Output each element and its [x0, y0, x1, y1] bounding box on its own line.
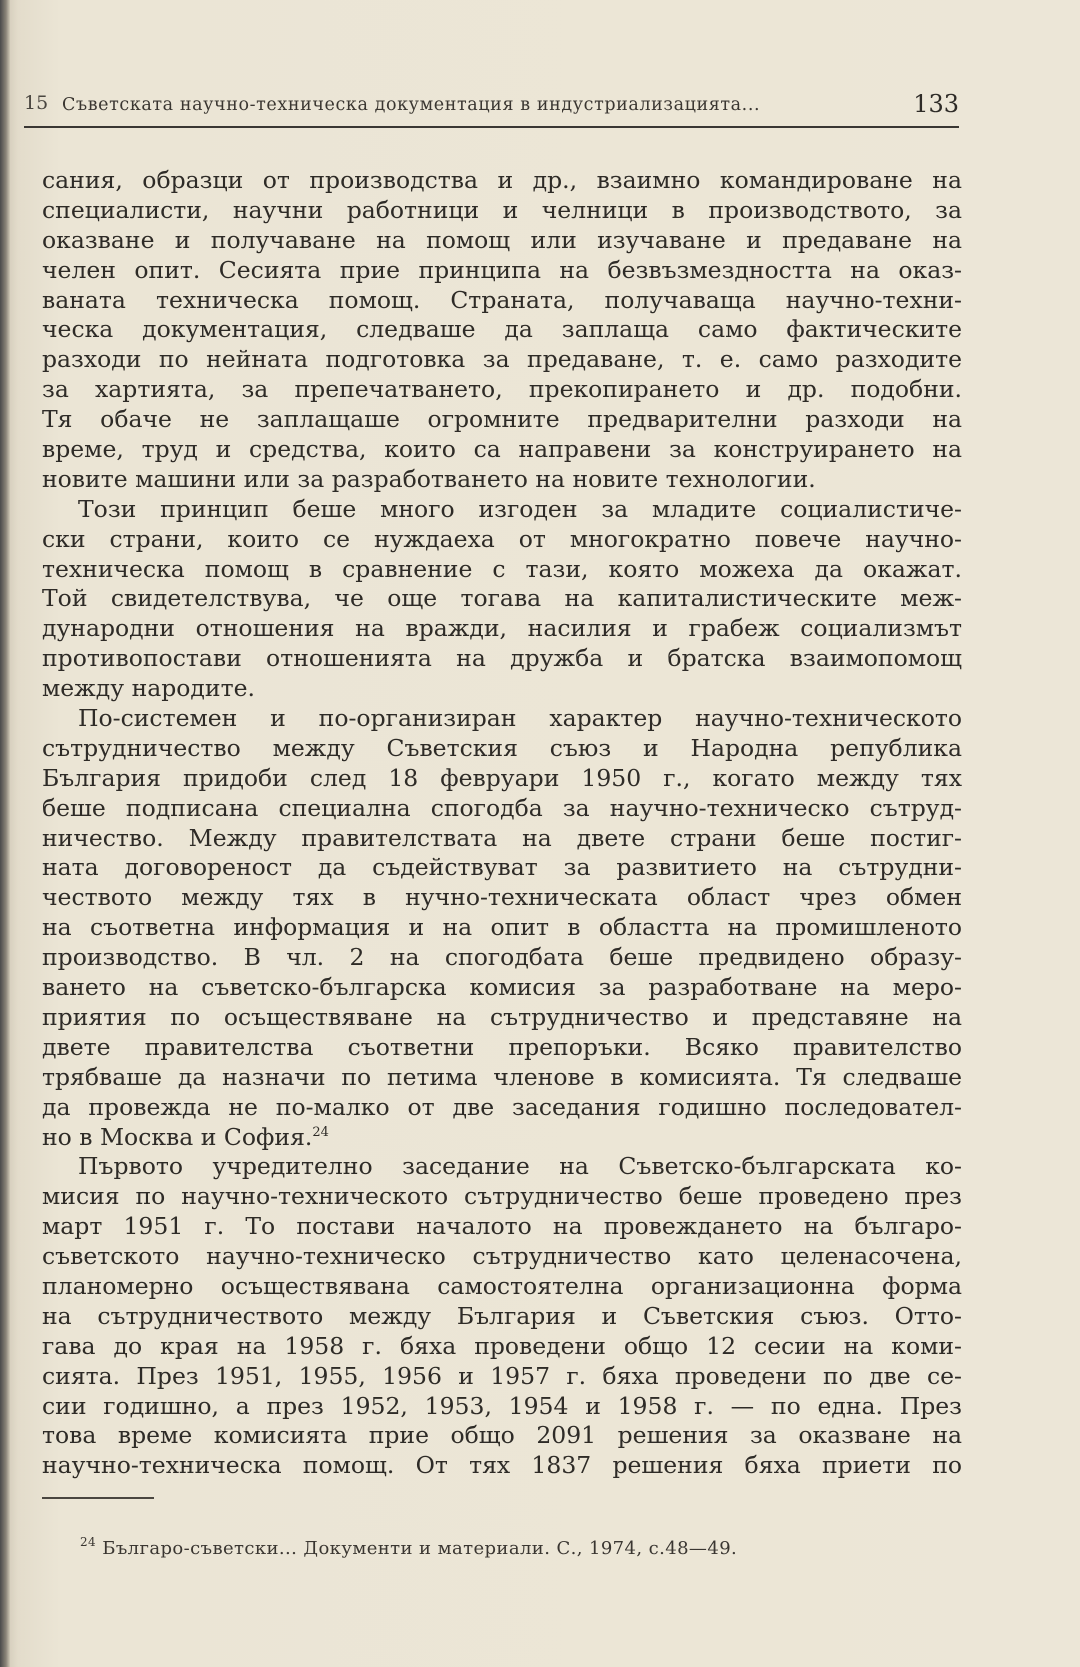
text-line-content: новите машини или за разработването на новите технологии. [42, 464, 816, 493]
text-line-content: производство. В чл. 2 на спогодбата беше предвидено образу- [42, 943, 962, 972]
text-line-content: мисия по научно-техническото сътрудничество беше проведено през [42, 1182, 962, 1211]
text-line [42, 973, 962, 1003]
text-line [42, 405, 962, 435]
text-line-content: разходи по нейната подготовка за предаване, т. е. само разходите [42, 345, 962, 374]
text-line [42, 345, 962, 375]
text-line [42, 824, 962, 854]
text-line [42, 196, 962, 226]
text-line [42, 913, 962, 943]
book-spine-shadow [0, 0, 10, 1667]
text-line-content: планомерно осъществявана самостоятелна организационна форма [42, 1271, 962, 1300]
text-line [42, 734, 962, 764]
text-line [42, 704, 962, 734]
text-line [42, 1362, 962, 1392]
text-line [42, 1302, 962, 1332]
text-line [42, 1272, 962, 1302]
text-line-content: съветското научно-техническо сътрудничество като целенасочена, [42, 1242, 962, 1271]
text-line-content: да провежда не по-малко от две заседания годишно последовател- [42, 1092, 962, 1121]
text-line [42, 943, 962, 973]
main-text [42, 166, 962, 1481]
text-line [42, 465, 962, 495]
text-line-content: сания, образци от производства и др., взаимно командироване на [42, 166, 962, 194]
footnote-reference: 24 [312, 1124, 329, 1140]
text-line [42, 226, 962, 256]
text-line-content: научно-техническа помощ. От тях 1837 решения бяха приети по [42, 1451, 962, 1480]
text-line-content: между народите. [42, 674, 255, 703]
running-head-title: Съветската научно-техническа документация в индустриализацията... [62, 95, 761, 115]
text-line [42, 1242, 962, 1272]
text-line-content: на съответна информация и на опит в областта на промишленото [42, 913, 962, 942]
text-line [42, 435, 962, 465]
text-line-content: ването на съветско-българска комисия за разработване на меро- [42, 973, 962, 1002]
text-line [42, 614, 962, 644]
text-line-content: Първото учредително заседание на Съветско-българската ко- [78, 1152, 962, 1181]
text-line-content: сии годишно, а през 1952, 1953, 1954 и 1958 г. — по една. През [42, 1391, 962, 1420]
text-line [42, 764, 962, 794]
text-line [42, 495, 962, 525]
text-line [42, 1182, 962, 1212]
text-line [42, 674, 962, 704]
text-line-content: Този принцип беше много изгоден за младите социалистиче- [78, 494, 962, 523]
text-line-content: техническа помощ в сравнение с тази, която можеха да окажат. [42, 554, 962, 583]
text-line [42, 1451, 962, 1481]
text-line [42, 644, 962, 674]
text-line-content: но в Москва и София. [42, 1122, 313, 1151]
text-line-content: сията. През 1951, 1955, 1956 и 1957 г. бяха проведени по две се- [42, 1361, 962, 1390]
text-line-content: време, труд и средства, които са направени за конструирането на [42, 435, 962, 464]
text-line-content: за хартията, за препечатването, прекопирането и др. подобни. [42, 375, 962, 404]
text-line [42, 1332, 962, 1362]
text-line [42, 584, 962, 614]
text-line [42, 1152, 962, 1182]
text-line-content: противопостави отношенията на дружба и братска взаимопомощ [42, 644, 962, 673]
text-line [42, 1033, 962, 1063]
text-line-content: ческа документация, следваше да заплаща само фактическите [42, 315, 962, 344]
text-line [42, 883, 962, 913]
text-line [42, 1123, 962, 1153]
text-line-content: По-системен и по-организиран характер научно-техническото [78, 704, 962, 733]
text-line [42, 286, 962, 316]
text-line-content: март 1951 г. То постави началото на провеждането на българо- [42, 1212, 962, 1241]
text-line-content: сътрудничество между Съветския съюз и Народна република [42, 733, 962, 762]
text-line-content: оказване и получаване на помощ или изучаване и предаване на [42, 225, 962, 254]
text-line [42, 1421, 962, 1451]
text-line-content: Той свидетелствува, че още тогава на капиталистическите меж- [42, 584, 962, 613]
text-line [42, 166, 962, 196]
text-line-content: челен опит. Сесията прие принципа на безвъзмездността на оказ- [42, 255, 962, 284]
text-line [42, 853, 962, 883]
text-line-content: ничество. Между правителствата на двете страни беше постиг- [42, 823, 962, 852]
text-line [42, 1063, 962, 1093]
text-line-content: ски страни, които се нуждаеха от многократно повече научно- [42, 524, 962, 553]
text-line-content: беше подписана специална спогодба за научно-техническо сътруд- [42, 793, 962, 822]
text-line [42, 555, 962, 585]
text-line-content: ваната техническа помощ. Страната, получаваща научно-техни- [42, 285, 962, 314]
running-head [24, 88, 959, 128]
text-line-content: приятия по осъществяване на сътрудничество и представяне на [42, 1002, 962, 1031]
text-line [42, 375, 962, 405]
text-line-content: специалисти, научни работници и челници в производството, за [42, 195, 962, 224]
footnote-divider [42, 1497, 154, 1499]
text-line [42, 1003, 962, 1033]
running-head-left-number: 15 [24, 92, 49, 114]
page-number: 133 [913, 90, 959, 118]
footnote [80, 1535, 738, 1559]
text-line-content: трябваше да назначи по петима членове в комисията. Тя следваше [42, 1062, 962, 1091]
text-line [42, 256, 962, 286]
text-line-content: ната договореност да съдействуват за развитието на сътрудни- [42, 853, 962, 882]
footnote-marker: 24 [80, 1535, 97, 1549]
text-line-content: България придоби след 18 февруари 1950 г., когато между тях [42, 763, 962, 792]
text-line-content: гава до края на 1958 г. бяха проведени общо 12 сесии на коми- [42, 1331, 962, 1360]
text-line [42, 1392, 962, 1422]
footnote-text: Българо-съветски... Документи и материали. С., 1974, с.48—49. [102, 1538, 738, 1559]
text-line [42, 794, 962, 824]
text-line [42, 1212, 962, 1242]
text-line-content: двете правителства съответни препоръки. Всяко правителство [42, 1032, 962, 1061]
text-line-content: чеството между тях в нучно-техническата област чрез обмен [42, 883, 962, 912]
text-line [42, 315, 962, 345]
text-line-content: дународни отношения на вражди, насилия и грабеж социализмът [42, 614, 962, 643]
text-line-content: Тя обаче не заплащаше огромните предварителни разходи на [42, 405, 962, 434]
text-line-content: на сътрудничеството между България и Съветския съюз. Отто- [42, 1301, 962, 1330]
text-line [42, 1093, 962, 1123]
text-line [42, 525, 962, 555]
text-line-content: това време комисията прие общо 2091 решения за оказване на [42, 1421, 962, 1450]
